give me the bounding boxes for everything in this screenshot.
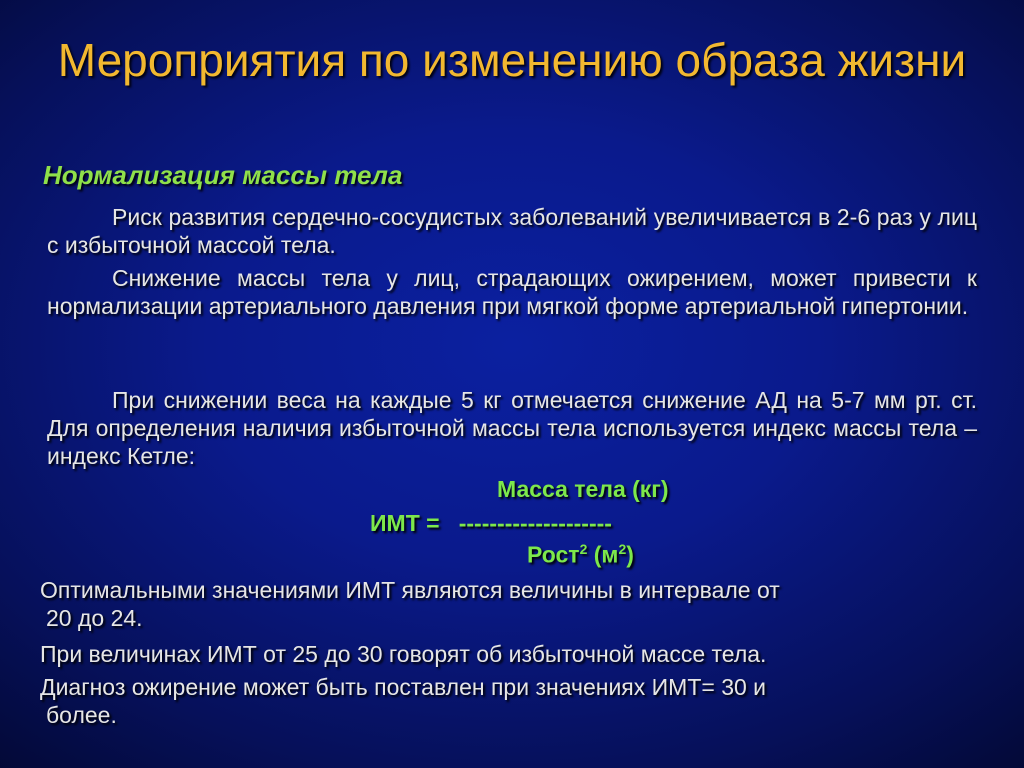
formula-unit-open: (м	[587, 541, 619, 568]
formula-lhs: ИМТ =	[370, 510, 440, 536]
formula-dashes: --------------------	[458, 510, 612, 536]
slide-title-text: Мероприятия по изменению образа жизни	[57, 34, 967, 86]
paragraph-bmi-intro: При снижении веса на каждые 5 кг отмечается снижение АД на 5-7 мм рт. ст. Для определения наличия избыточной массы тела используется индекс массы тела – индекс Кетле:	[47, 387, 977, 469]
bullet-obesity-bmi-line2: более.	[46, 702, 117, 728]
formula-denominator-base: Рост	[527, 541, 580, 568]
formula-unit-exp: 2	[618, 541, 627, 557]
bullet-obesity-bmi-line1: Диагноз ожирение может быть поставлен при значениях ИМТ= 30 и	[40, 674, 767, 700]
paragraph-risk: Риск развития сердечно-сосудистых заболеваний увеличивается в 2-6 раз у лиц с избыточной массой тела.	[47, 204, 977, 258]
formula-fraction-line	[370, 510, 612, 537]
formula-denominator-exp: 2	[579, 541, 588, 557]
paragraph-weight-loss: Снижение массы тела у лиц, страдающих ожирением, может привести к нормализации артериального давления при мягкой форме артериальной гипертонии.	[47, 265, 977, 319]
bullet-optimal-bmi-line2: 20 до 24.	[46, 605, 143, 631]
formula-numerator: Масса тела (кг)	[497, 476, 669, 502]
bullet-overweight-bmi	[40, 640, 976, 668]
bullet-optimal-bmi-line1: Оптимальными значениями ИМТ являются величины в интервале от	[40, 577, 780, 603]
bullet-obesity-bmi	[40, 673, 976, 729]
section-subtitle: Нормализация массы тела	[43, 160, 403, 190]
formula-denominator	[527, 541, 634, 569]
bullet-optimal-bmi	[40, 576, 976, 632]
slide-title	[0, 30, 1024, 90]
formula-unit-close: )	[626, 541, 634, 568]
bullet-overweight-bmi-line1: При величинах ИМТ от 25 до 30 говорят об избыточной массе тела.	[40, 641, 767, 667]
